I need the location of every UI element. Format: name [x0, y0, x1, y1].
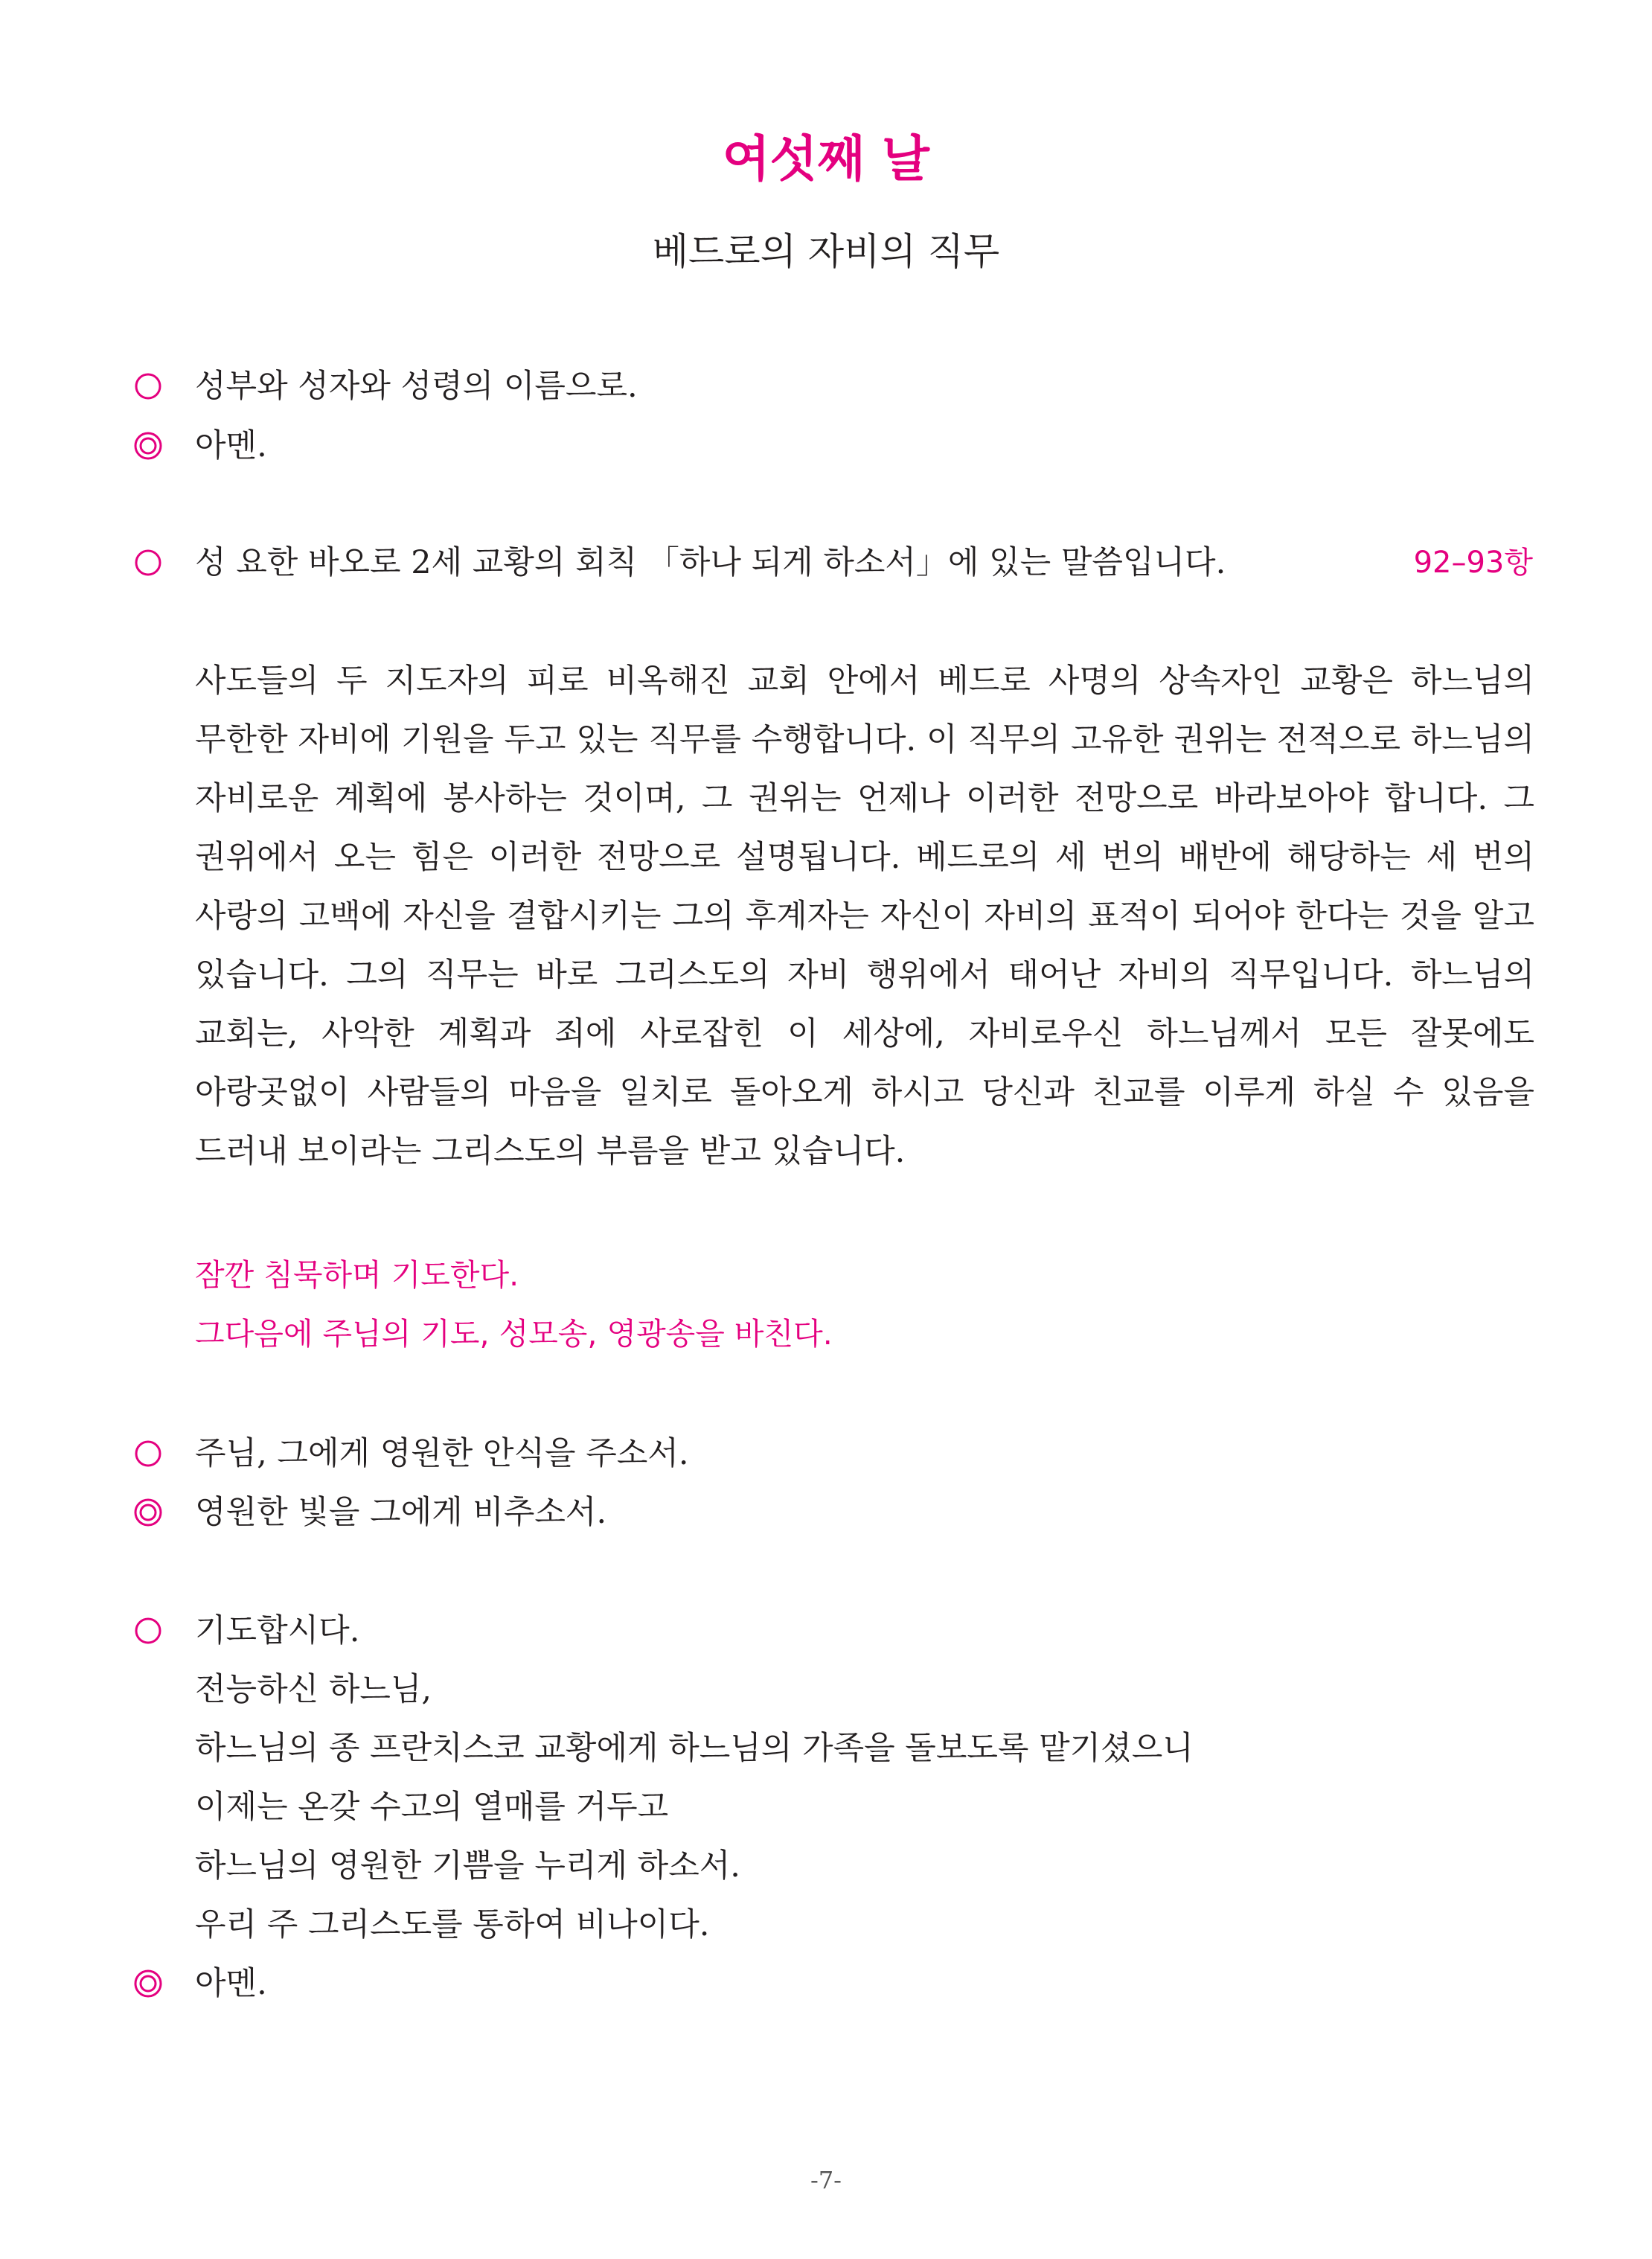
- page-subtitle: 베드로의 자비의 직무: [652, 230, 1000, 273]
- rest-response-line: 영원한 빛을 그에게 비추소서.: [195, 1494, 607, 1531]
- page-number: -7-: [810, 2166, 842, 2194]
- prayer-line: 하느님의 영원한 기쁨을 누리게 하소서.: [195, 1847, 740, 1885]
- rubric-prayers: 그다음에 주님의 기도, 성모송, 영광송을 바친다.: [195, 1316, 833, 1352]
- opening-response-line: 아멘.: [195, 427, 267, 464]
- reading-reference: 92–93항: [1413, 546, 1533, 580]
- page-title: 여섯째 날: [722, 130, 929, 188]
- opening-leader-line: 성부와 성자와 성령의 이름으로.: [195, 368, 638, 405]
- prayer-line: 우리 주 그리스도를 통하여 비나이다.: [195, 1906, 710, 1943]
- prayer-line: 전능하신 하느님,: [195, 1671, 432, 1708]
- single-circle-icon: [132, 547, 164, 578]
- reading-intro-line: 성 요한 바오로 2세 교황의 회칙 「하나 되게 하소서」에 있는 말씀입니다.: [195, 544, 1226, 581]
- single-circle-icon: [132, 1438, 164, 1469]
- prayer-line: 하느님의 종 프란치스코 교황에게 하느님의 가족을 돌보도록 맡기셨으니: [195, 1730, 1194, 1767]
- double-circle-icon: [132, 430, 164, 461]
- double-circle-icon: [132, 1497, 164, 1528]
- prayer-line: 기도합시다.: [195, 1612, 360, 1649]
- reading-paragraph: 사도들의 두 지도자의 피로 비옥해진 교회 안에서 베드로 사명의 상속자인 교황은 하느님의 무한한 자비에 기원을 두고 있는 직무를 수행합니다. 이 직무의 고유한 권위는 전적으로 하느님의 자비로운 계획에 봉사하는 것이며, 그 권위는 언제나 이러한 전망으로 바라보아야 합니다. 그 권위에서 오는 힘은 이러한 전망으로 설명됩니다. 베드로의 세 번의 배반에 해당하는 세 번의 사랑의 고백에 자신을 결합시키는 그의 후계자는 자신이 자비의 표적이 되어야 한다는 것을 알고 있습니다. 그의 직무는 바로 그리스도의 자비 행위에서 태어난 자비의 직무입니다. 하느님의 교회는, 사악한 계획과 죄에 사로잡힌 이 세상에, 자비로우신 하느님께서 모든 잘못에도 아랑곳없이 사람들의 마음을 일치로 돌아오게 하시고 당신과 친교를 이루게 하실 수 있음을 드러내 보이라는 그리스도의 부름을 받고 있습니다.: [195, 662, 1534, 1170]
- prayer-line: 이제는 온갖 수고의 열매를 거두고: [195, 1789, 669, 1826]
- prayer-response-line: 아멘.: [195, 1965, 267, 2002]
- single-circle-icon: [132, 1615, 164, 1646]
- rubric-silence: 잠깐 침묵하며 기도한다.: [195, 1257, 519, 1293]
- single-circle-icon: [132, 371, 164, 402]
- double-circle-icon: [132, 1968, 164, 1999]
- rest-leader-line: 주님, 그에게 영원한 안식을 주소서.: [195, 1435, 689, 1472]
